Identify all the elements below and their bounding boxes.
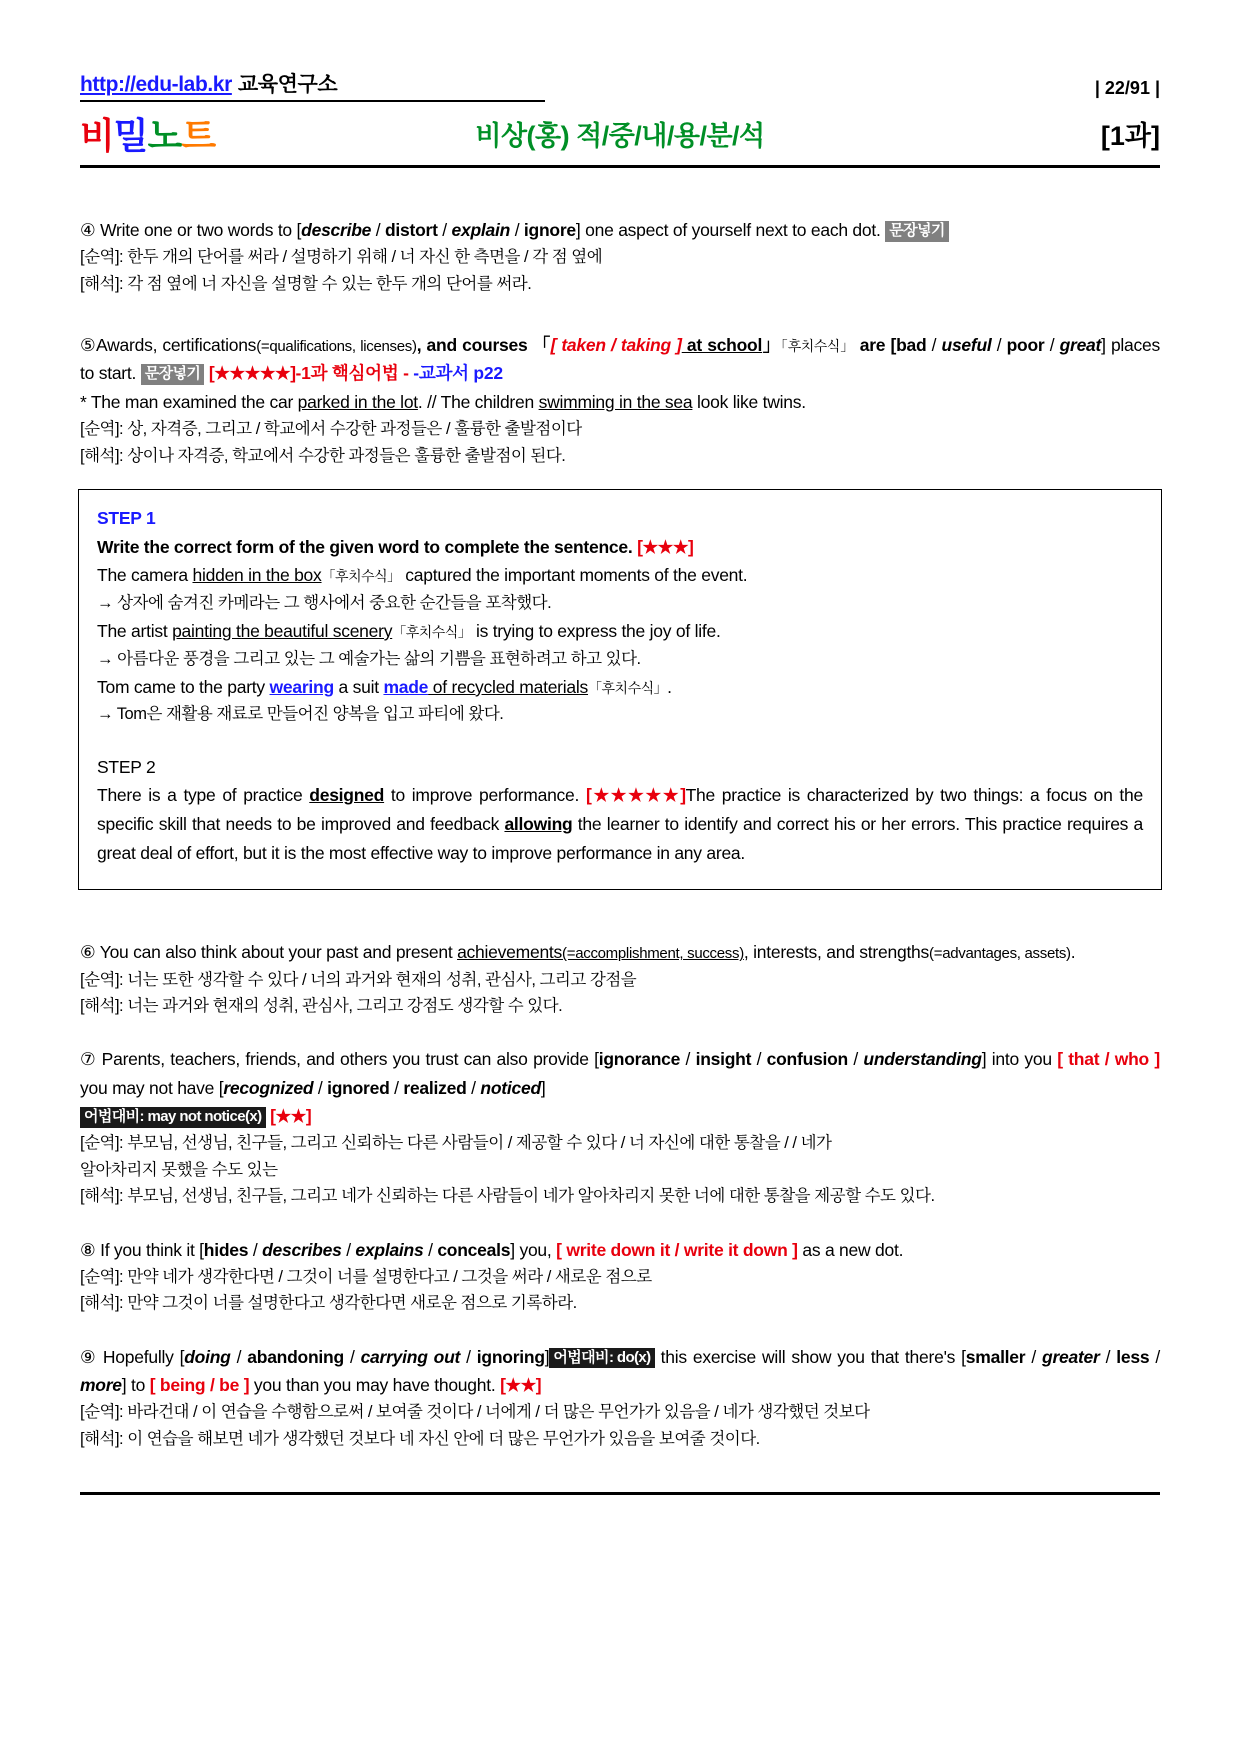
option-recognized: recognized [223,1077,314,1098]
difficulty-stars: [★★★★★] [208,363,296,384]
section-5-note-line: * The man examined the car parked in the lot. // The children swimming in the sea look like twins. [80,391,806,412]
section-7-p4: ] [540,1077,546,1098]
option-bad: bad [896,335,927,356]
sep: / [371,220,385,240]
section-7 [80,1045,1160,1209]
tag-sentence-insert: 문장넣기 [141,364,205,385]
section-6-sunyeok: [순역]: 너는 또한 생각할 수 있다 / 너의 과거와 현재의 성취, 관심사, 그리고 강점을 [80,970,637,989]
underline-swimming-in-the-sea: swimming in the sea [538,391,693,412]
step-2-stars: [★★★★★] [585,785,686,806]
s2-post: is trying to express the joy of life. [471,621,721,642]
step-1-sentence-2-ko: → 아름다운 풍경을 그리고 있는 그 예술가는 삶의 기쁨을 표현하려고 하고 있다. [97,649,641,668]
section-5-t3: , and courses 「 [416,335,551,356]
section-7-p1: Parents, teachers, friends, and others you trust can also provide [ [101,1049,599,1070]
s3-pre: Tom came to the party [97,676,270,697]
step-1-instruction [97,533,1143,562]
header-underline [80,100,545,102]
brand-char-4: 트 [181,115,216,156]
option-describes: describes [262,1239,342,1260]
site-org-label: 교육연구소 [237,73,338,96]
option-more: more [80,1375,122,1396]
brand-char-2: 밀 [113,115,148,156]
option-explain: explain [451,220,511,240]
section-4-text-pre: Write one or two words to [ [100,220,302,240]
s3-post: . [667,676,672,697]
sep: / [510,220,524,240]
step-1-stars: [★★★] [637,536,694,557]
section-6-english [80,938,1160,966]
key-grammar-note: -1과 핵심어법 - [295,363,414,384]
section-6-p3: . [1070,942,1076,963]
option-distort: distort [384,220,438,240]
option-ignore: ignore [523,220,576,240]
option-doing: doing [184,1346,231,1367]
header-bottom-rule [80,165,1160,168]
s2-pre: The artist [97,621,173,642]
option-conceals: conceals [437,1239,511,1260]
section-9-p3: this exercise will show you that there's [ [654,1346,966,1367]
section-8-sunyeok: [순역]: 만약 네가 생각한다면 / 그것이 너를 설명한다고 / 그것을 써라 / 새로운 점으로 [80,1267,652,1286]
textbook-reference: -교과서 p22 [413,363,503,384]
option-ignorance: ignorance [598,1049,681,1070]
option-carrying-out: carrying out [360,1346,461,1367]
answer-made: made [383,676,429,697]
sup-postmodifier: 「후치수식」 [588,679,668,696]
s1-pre: The camera [97,565,193,586]
option-confusion: confusion [766,1049,848,1070]
tag-grammar-prep-2: 어법대비: do(x) [549,1348,654,1369]
page-header [0,0,1240,159]
section-6-haeseok: [해석]: 너는 과거와 현재의 성취, 관심사, 그리고 강점도 생각할 수 있다. [80,997,563,1015]
gloss-achievements: (=accomplishment, success) [562,945,744,963]
section-7-sunyeok-line-1: [순역]: 부모님, 선생님, 친구들, 그리고 신뢰하는 다른 사람들이 / 제공할 수 있다 / 너 자신에 대한 통찰을 / / 네가 [80,1134,832,1153]
option-poor: poor [1006,335,1045,356]
option-less: less [1116,1346,1150,1367]
step-2-p4: the learner to identify and correct his or her errors. This practice requires a great deal of effort, but it is the most effective way to improve performance in any area. [97,813,1143,863]
section-5-t6: are [ [854,335,897,356]
site-url-link[interactable]: http://edu-lab.kr [80,73,232,96]
page-content [0,190,1240,469]
step-1-sentence-1 [97,561,1143,590]
red-choice-taken-taking: [ taken / taking ] [550,335,682,356]
step-1-instruction-text: Write the correct form of the given word to complete the sentence. [97,536,633,557]
s1-underline: hidden in the box [192,565,322,586]
section-5-number: ⑤ [80,335,97,356]
section-9-p4: ] to [121,1375,150,1396]
section-9-p1: Hopefully [ [102,1346,185,1367]
option-realized: realized [403,1077,467,1098]
section-6 [80,938,1160,1019]
gloss-strengths: (=advantages, assets) [929,945,1071,963]
section-9-haeseok: [해석]: 이 연습을 해보면 네가 생각했던 것보다 네 자신 안에 더 많은 무언가가 있음을 보여줄 것이다. [80,1429,760,1448]
option-abandoning: abandoning [247,1346,344,1367]
answer-designed: designed [309,785,385,806]
s3-underline: of recycled materials [428,676,589,697]
option-greater: greater [1042,1346,1100,1367]
section-5-english: ⑤Awards, certifications(=qualifications, licenses), and courses 「[ taken / taking ] at school」「후치수식」 are [bad / useful / poor / great] places to start. 문장넣기 [★★★★★]-1과 핵심어법 - -교과서 p22 [80,335,1161,384]
section-6-p1: You can also think about your past and present [99,942,458,963]
section-5-haeseok: [해석]: 상이나 자격증, 학교에서 수강한 과정들은 훌륭한 출발점이 된다. [80,446,566,465]
page-indicator: | 22/91 | [1094,78,1160,98]
section-8-p1: If you think it [ [100,1239,204,1260]
option-understanding: understanding [863,1049,982,1070]
section-5-sunyeok: [순역]: 상, 자격증, 그리고 / 학교에서 수강한 과정들은 / 훌륭한 출발점이다 [80,420,582,439]
section-7-sunyeok-line-2: 알아차리지 못했을 수도 있는 [80,1160,278,1179]
step-2-p2: to improve performance. [384,785,586,806]
section-5-at-school: at school [681,335,763,356]
s3-mid: a suit [333,676,384,697]
section-7-haeseok: [해석]: 부모님, 선생님, 친구들, 그리고 네가 신뢰하는 다른 사람들이 네가 알아차리지 못한 너에 대한 통찰을 제공할 수도 있다. [80,1187,935,1206]
step-1-heading: STEP 1 [97,507,156,528]
step-2-p1: There is a type of practice [97,785,310,806]
sup-postmodifier: 「후치수식」 [321,568,401,585]
section-8-p2: ] you, [510,1239,557,1260]
section-9-sunyeok: [순역]: 바라건대 / 이 연습을 수행함으로써 / 보여줄 것이다 / 너에게 / 더 많은 무언가가 있음을 / 네가 생각했던 것보다 [80,1403,870,1422]
brand-title [80,108,215,159]
underline-parked-in-the-lot: parked in the lot [297,391,418,412]
brand-char-1: 비 [80,115,114,156]
option-insight: insight [695,1049,752,1070]
section-4-number: ④ [80,220,96,240]
section-9-stars: [★★] [500,1375,542,1396]
red-choice-that-who: [ that / who ] [1057,1049,1160,1070]
section-9-p5: you than you may have thought. [249,1375,501,1396]
section-8-p3: as a new dot. [797,1239,904,1260]
red-choice-write-down [556,1240,798,1260]
section-4-haeseok: [해석]: 각 점 옆에 너 자신을 설명할 수 있는 한두 개의 단어를 써라. [80,274,532,293]
answer-allowing: allowing [504,813,573,834]
step-2-p3: The practice is characterized by two things: a focus on the specific skill that needs to be improved and feedback [97,785,1143,834]
section-7-p2: ] into you [981,1049,1058,1070]
step-1-sentence-3-ko: → Tom은 재활용 재료로 만들어진 양복을 입고 파티에 왔다. [97,705,504,724]
option-smaller: smaller [965,1346,1026,1367]
section-8-haeseok: [해석]: 만약 그것이 너를 설명한다고 생각한다면 새로운 점으로 기록하라. [80,1294,577,1313]
section-6-p2: , interests, and strengths [743,942,930,963]
step-1-sentence-3 [97,673,1143,702]
section-6-number: ⑥ [80,942,96,963]
section-7-english: ⑦ Parents, teachers, friends, and others you trust can also provide [ignorance / insight / confusion / understanding] into you [ that / who ] you may not have [recognized / ignored / realized / noticed] 어법대비: may not notice(x) [★★] [80,1049,1160,1127]
tag-grammar-prep-1: 어법대비: may not notice(x) [80,1107,266,1128]
option-describe: describe [301,220,372,240]
section-5-t7: ] places to start. [80,335,1161,384]
page-content-lower [0,912,1240,1452]
section-5-t1: Awards, certifications [96,335,257,356]
sep: / [437,220,452,240]
section-4-text-post: ] one aspect of yourself next to each dot. [575,220,881,240]
s1-post: captured the important moments of the event. [400,565,748,586]
section-5-t5: 」 [762,335,781,356]
section-4-sunyeok: [순역]: 한두 개의 단어를 써라 / 설명하기 위해 / 너 자신 한 측면을 / 각 점 옆에 [80,248,603,267]
section-9-english: ⑨ Hopefully [doing / abandoning / carrying out / ignoring] 어법대비: do(x) this exercise will show you that there's [smaller / greater / less / more] to [ being / be ] you than you may have thought. [★★] [80,1346,1160,1396]
step-box [78,489,1162,890]
section-7-number: ⑦ [80,1049,97,1070]
section-5-gloss-1: (=qualifications, licenses) [256,338,417,356]
section-5 [80,331,1160,469]
option-explains: explains [355,1239,424,1260]
step-1-sentence-2 [97,617,1143,646]
site-line [80,68,545,98]
lesson-label: [1과] [1100,121,1160,151]
brand-char-3: 노 [147,115,182,156]
section-8 [80,1236,1160,1317]
red-choice-being-be: [ being / be ] [149,1375,250,1396]
section-7-stars: [★★] [270,1106,312,1127]
option-useful: useful [941,335,992,356]
option-hides: hides [203,1239,249,1260]
option-great: great [1059,335,1102,356]
tag-sentence-insert: 문장넣기 [885,221,949,242]
red-choice-text: [ write down it / write it down ] [556,1239,798,1260]
option-ignored: ignored [327,1077,390,1098]
underline-achievements: achievements [457,942,563,963]
step-1-sentence-1-ko: → 상자에 숨겨진 카메라는 그 행사에서 중요한 순간들을 포착했다. [97,594,552,612]
center-title: 비상(홍) 적/중/내/용/분/석 [475,121,765,151]
s2-underline: painting the beautiful scenery [172,621,393,642]
section-9 [80,1343,1160,1452]
page-bottom-rule [80,1492,1160,1495]
option-noticed: noticed [480,1077,541,1098]
option-ignoring: ignoring [476,1346,545,1367]
sup-postmodifier-1: 「후치수식」 [780,338,855,355]
section-4-english [80,216,1160,244]
answer-wearing: wearing [269,676,334,697]
step-2-passage [97,781,1143,867]
step-2-heading: STEP 2 [97,756,156,777]
section-9-number: ⑨ [80,1346,97,1367]
section-4 [80,216,1160,297]
section-8-english: ⑧ If you think it [hides / describes / explains / conceals] you, [ write down it / write it down ] as a new dot. [80,1239,904,1260]
section-9-p2: ] [544,1346,550,1367]
sup-postmodifier: 「후치수식」 [392,624,472,641]
section-7-p3: you may not have [ [80,1077,224,1098]
section-8-number: ⑧ [80,1239,96,1260]
